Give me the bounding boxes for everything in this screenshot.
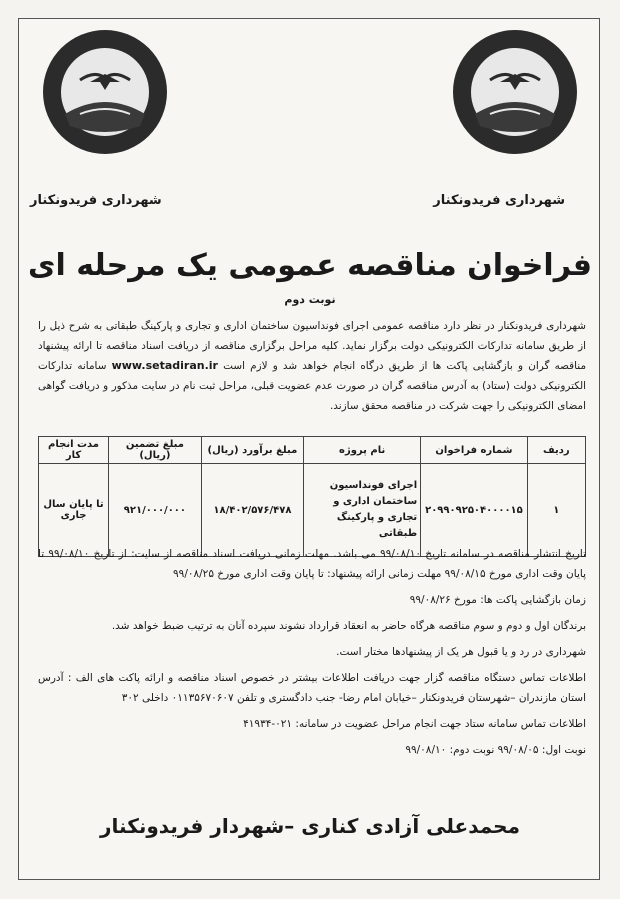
setad-contact: اطلاعات تماس سامانه ستاد جهت انجام مراحل عضویت در سامانه: ۰۲۱-۴۱۹۳۴ (243, 718, 586, 730)
municipality-name-left: شهرداری فریدونکنار (30, 193, 162, 208)
schedule-paragraph: تاریخ انتشار مناقصه در سامانه تاریخ ۹۹/۰۸/۱۰ می باشد. مهلت زمانی دریافت اسناد مناقصه از سایت: از تاریخ ۹۹/۰۸/۱۰ تا پایان وقت اداری مورخ ۹۹/۰۸/۱۵ مهلت زمانی ارائه پیشنهاد: تا پایان وقت اداری مورخ ۹۹/۰۸/۲۵ (38, 548, 587, 580)
municipality-seal-icon (40, 22, 170, 162)
table-row (39, 464, 586, 557)
cell-call-number: ۲۰۹۹۰۹۲۵۰۴۰۰۰۰۱۵ (421, 464, 528, 557)
tender-table (38, 436, 586, 557)
header-project-name: نام پروژه (304, 437, 421, 464)
intro-paragraph (38, 316, 586, 416)
intro-text-after: سامانه تدارکات الکترونیکی دولت (ستاد) به آدرس مناقصه گران در صورت عدم عضویت قبلی، مراحل ثبت نام در سایت مذکور و دریافت گواهی امضای الکترونیکی را جهت شرکت در مناقصه محقق سازند. (38, 360, 586, 412)
municipality-logo-left (40, 22, 170, 172)
cell-project-name: اجرای فونداسیون ساختمان اداری و تجاری و پارکینگ طبقاتی (304, 464, 421, 557)
table-header-row (39, 437, 586, 464)
header-duration: مدت انجام کار (39, 437, 109, 464)
cell-guarantee: ۹۲۱/۰۰۰/۰۰۰ (109, 464, 202, 557)
website-link[interactable]: www.setadiran.ir (111, 359, 218, 372)
municipality-logo-right (450, 22, 580, 172)
header-row-number: ردیف (527, 437, 585, 464)
municipality-seal-icon (450, 22, 580, 162)
rejection-note: شهرداری در رد و یا قبول هر یک از پیشنهادها مختار است. (336, 646, 586, 658)
cell-duration: تا پایان سال جاری (39, 464, 109, 557)
announcement-round: نوبت دوم (284, 293, 336, 306)
page-title: فراخوان مناقصه عمومی یک مرحله ای (27, 248, 592, 283)
publication-dates: نوبت اول: ۹۹/۰۸/۰۵ نوبت دوم: ۹۹/۰۸/۱۰ (405, 744, 586, 756)
cell-row-number: ۱ (527, 464, 585, 557)
intro-text-before: شهرداری فریدونکنار در نظر دارد مناقصه عمومی اجرای فونداسیون ساختمان اداری و تجاری و پارکینگ طبقاتی به شرح ذیل را از طریق سامانه تدارکات الکترونیکی دولت برگزار نماید. کلیه مراحل برگزاری مناقصه از دریافت اسناد مناقصه تا ارائه پیشنهاد مناقصه گران و بازگشایی پاکت ها از طریق درگاه انجام خواهد شد و لازم است (38, 320, 587, 372)
mayor-signature: محمدعلی آزادی کناری –شهردار فریدونکنار (100, 814, 520, 838)
winners-note: برندگان اول و دوم و سوم مناقصه هرگاه حاضر به انعقاد قرارداد نشوند سپرده آنان به ترتیب ضبط خواهد شد. (111, 620, 586, 632)
contact-address: اطلاعات تماس دستگاه مناقصه گزار جهت دریافت اطلاعات بیشتر در خصوص اسناد مناقصه و ارائه پاکت های الف : آدرس استان مازندران –شهرستان فریدونکنار –خیابان امام رضا- جنب دادگستری و تلفن ۰۱۱۳۵۶۷۰۶۰۷ داخلی ۳۰۲ (38, 672, 586, 704)
cell-estimate: ۱۸/۴۰۲/۵۷۶/۴۷۸ (201, 464, 303, 557)
municipality-name-right: شهرداری فریدونکنار (433, 193, 565, 208)
opening-date: زمان بازگشایی پاکت ها: مورخ ۹۹/۰۸/۲۶ (409, 594, 586, 606)
header-guarantee: مبلغ تضمین (ریال) (109, 437, 202, 464)
body-text (38, 544, 586, 766)
header-estimate: مبلغ برآورد (ریال) (201, 437, 303, 464)
header-call-number: شماره فراخوان (421, 437, 528, 464)
